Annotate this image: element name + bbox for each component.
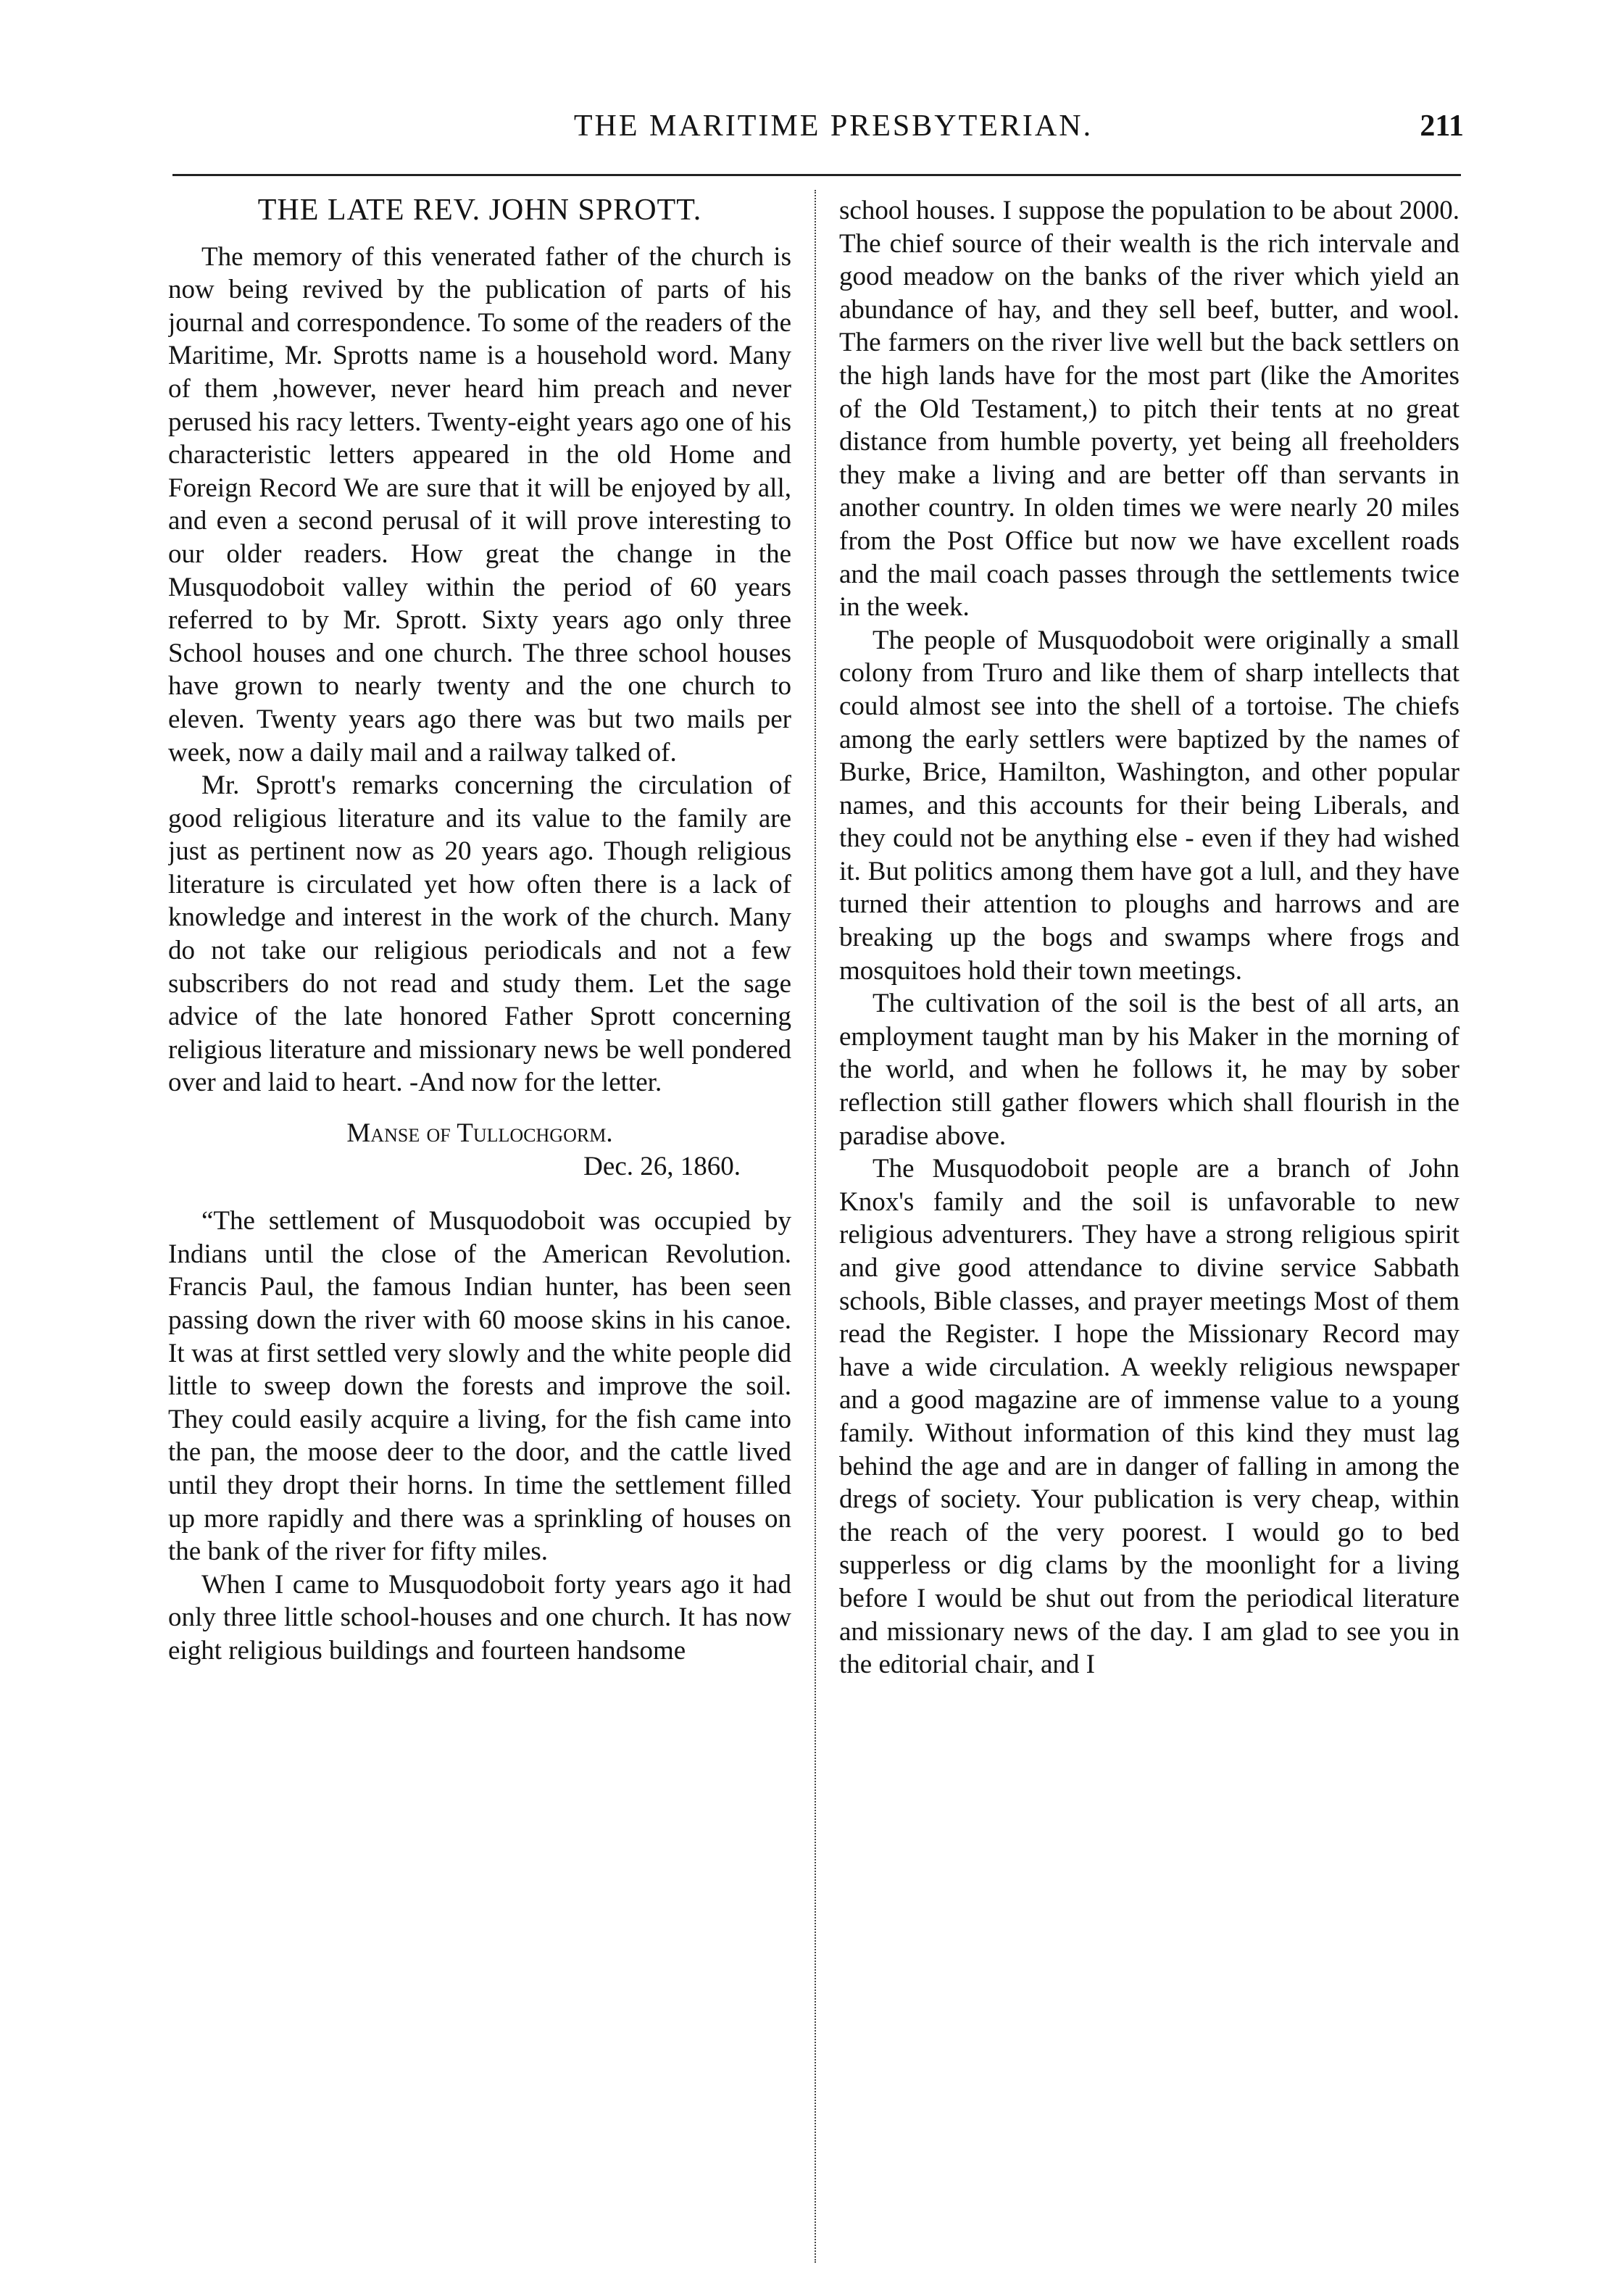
left-column — [168, 194, 791, 2274]
header-rule — [172, 174, 1461, 176]
paragraph: The cultivation of the soil is the best of all arts, an employment taught man by his Maker in the morning of the world, and when he follows it, he may by sober reflection still gather flowers which shall flourish in the paradise above. — [839, 989, 1459, 1151]
paragraph: The people of Musquodoboit were originally a small colony from Truro and like them of sharp intellects that could almost see into the shell of a tortoise. The chiefs among the early settlers were baptized by the names of Burke, Brice, Hamilton, Washington, and other popular names, and this accounts for their being Liberals, and they could not be anything else - even if they had wished it. But politics among them have got a lull, and they have turned their attention to ploughs and harrows and are breaking up the bogs and swamps where frogs and mosquitoes hold their town meetings. — [839, 625, 1459, 986]
dateline-place: Manse of Tullochgorm. — [346, 1118, 613, 1149]
page-header — [167, 109, 1464, 159]
paragraph: Mr. Sprott's remarks concerning the circulation of good religious literature and its value to the family are just as pertinent now as 20 years ago. Though religious literature is circulated yet how often there is a lack of knowledge and interest in the work of the church. Many do not take our religious periodicals and not a few subscribers do not read and study them. Let the sage advice of the late honored Father Sprott concerning religious literature and missionary news be well pondered over and laid to heart. -And now for the letter. — [168, 770, 791, 1098]
dateline-date: Dec. 26, 1860. — [583, 1151, 741, 1181]
paragraph: The memory of this venerated father of the church is now being revived by the publication of parts of his journal and correspondence. To some of the readers of the Maritime, Mr. Sprotts name is a household word. Many of them ,however, never heard him preach and never perused his racy letters. Twenty-eight years ago one of his characteristic letters appeared in the old Home and Foreign Record We are sure that it will be enjoyed by all, and even a second perusal of it will prove interesting to our older readers. How great the change in the Musquodoboit valley within the period of 60 years referred to by Mr. Sprott. Sixty years ago only three School houses and one church. The three school houses have grown to nearly twenty and the one church to eleven. Twenty years ago there was but two mails per week, now a daily mail and a railway talked of. — [168, 241, 791, 768]
right-column — [839, 194, 1459, 2274]
letter-paragraph: When I came to Musquodoboit forty years ago it had only three little school-houses and one church. It has now eight religious buildings and fourteen handsome — [168, 1569, 791, 1666]
column-divider — [815, 190, 817, 2263]
letter-paragraph: “The settlement of Musquodoboit was occupied by Indians until the close of the American Revolution. Francis Paul, the famous Indian hunter, has been seen passing down the river with 60 moose skins in his canoe. It was at first settled very slowly and the white people did little to sweep down the forests and improve the soil. They could easily acquire a living, for the fish came into the pan, the moose deer to the door, and the cattle lived until they dropt their horns. In time the settlement filled up more rapidly and there was a sprinkling of houses on the bank of the river for fifty miles. — [168, 1206, 791, 1567]
article-title: THE LATE REV. JOHN SPROTT. — [257, 194, 702, 227]
page-number: 211 — [1420, 109, 1464, 143]
paragraph: school houses. I suppose the population to be about 2000. The chief source of their wealth is the rich intervale and good meadow on the banks of the river which yield an abundance of hay, and they sell beef, butter, and wool. The farmers on the river live well but the back settlers on the high lands have for the most part (like the Amorites of the Old Testament,) to pitch their tents at no great distance from humble poverty, yet being all freeholders they make a living and are better off than servants in another country. In olden times we were nearly 20 miles from the Post Office but now we have excellent roads and the mail coach passes through the settlements twice in the week. — [839, 196, 1459, 623]
paragraph: The Musquodoboit people are a branch of John Knox's family and the soil is unfavorable to new religious adventurers. They have a strong religious spirit and give good attendance to divine service Sabbath schools, Bible classes, and prayer meetings Most of them read the Register. I hope the Missionary Record may have a wide circulation. A weekly religious newspaper and a good magazine are of immense value to a young family. Without information of this kind they must lag behind the age and are in danger of falling in among the dregs of society. Your publication is very cheap, within the reach of the very poorest. I would go to bed supperless or dig clams by the moonlight for a living before I would be shut out from the periodical literature and missionary news of the day. I am glad to see you in the editorial chair, and I — [839, 1154, 1459, 1680]
running-title: THE MARITIME PRESBYTERIAN. — [573, 109, 1094, 143]
